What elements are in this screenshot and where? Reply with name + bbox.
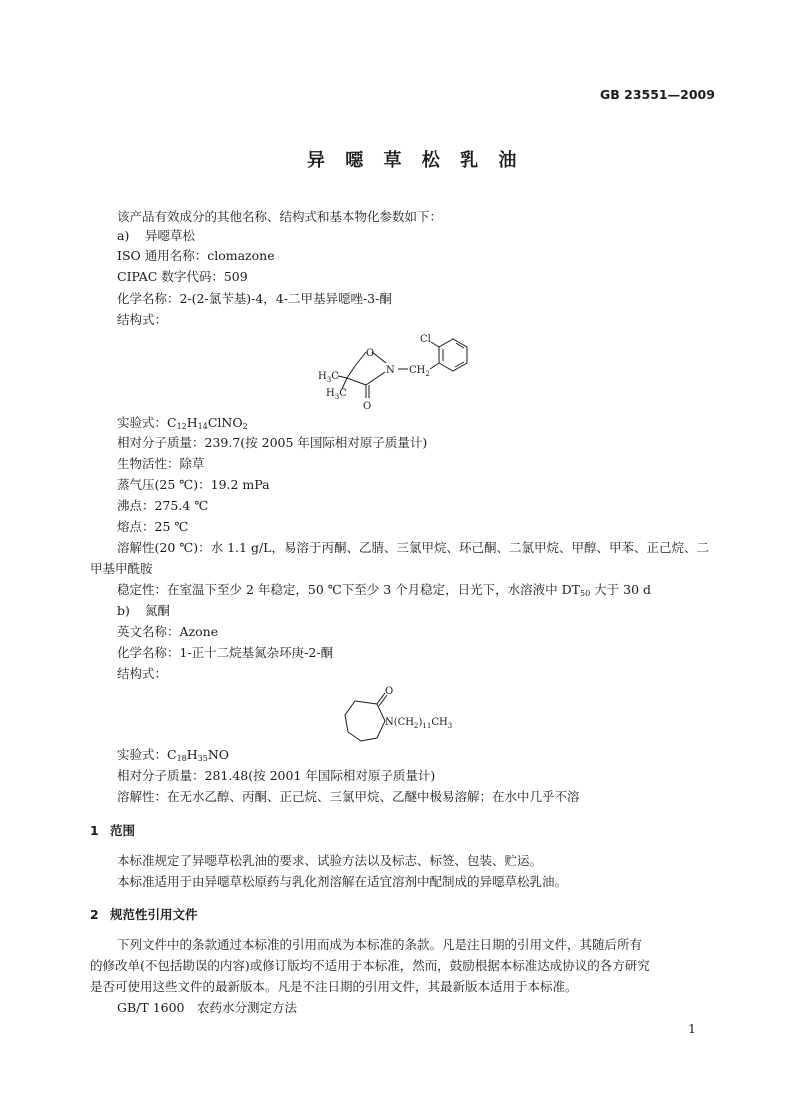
- intro-lead: 该产品有效成分的其他名称、结构式和基本物化参数如下：: [117, 209, 443, 224]
- solubility-a-line2: 甲基甲酰胺: [90, 561, 153, 576]
- section-1-paragraph-2: 本标准适用于由异噁草松原药与乳化剂溶解在适宜溶剂中配制成的异噁草松乳油。: [117, 874, 568, 889]
- struct-a-n: N: [386, 365, 395, 376]
- structure-label-b: 结构式：: [117, 666, 168, 681]
- struct-a-ring-o: O: [366, 348, 375, 359]
- section-2-paragraph-line2: 的修改单(不包括勘误的内容)或修订版均不适用于本标准，然而，鼓励根据本标准达成协议的各方研究: [90, 958, 650, 973]
- empirical-formula-a: 实验式：$C_{12}H_{14}ClNO_2$: [117, 415, 248, 431]
- melting-point: 熔点：25 ℃: [117, 519, 189, 534]
- section-1-paragraph-1: 本标准规定了异噁草松乳油的要求、试验方法以及标志、标签、包装、贮运。: [117, 853, 543, 868]
- boiling-point: 沸点：275.4 ℃: [117, 498, 209, 513]
- item-b-name: 氮酮: [145, 603, 171, 618]
- section-1-heading: 范围: [110, 823, 136, 838]
- struct-a-carbonyl-o: O: [363, 401, 372, 412]
- section-1-number: 1: [90, 823, 99, 838]
- molecular-mass-b: 相对分子质量：281.48(按 2001 年国际相对原子质量计): [117, 768, 436, 783]
- section-2-heading: 规范性引用文件: [110, 907, 198, 922]
- standard-number: GB 23551—2009: [600, 87, 715, 102]
- clomazone-structure: [300, 330, 500, 415]
- struct-a-ch3-upper: $H_3C$: [318, 371, 339, 384]
- solubility-b: 溶解性：在无水乙醇、丙酮、正己烷、三氯甲烷、乙醚中极易溶解；在水中几乎不溶: [117, 789, 580, 804]
- molecular-mass-a: 相对分子质量：239.7(按 2005 年国际相对原子质量计): [117, 435, 428, 450]
- page-number: 1: [688, 1021, 696, 1036]
- struct-a-cl: Cl: [420, 334, 431, 345]
- item-b-label: b): [117, 603, 130, 618]
- stability: 稳定性：在室温下至少 2 年稳定，50 ℃下至少 3 个月稳定，日光下，水溶液中 $DT_{50}$ 大于 30 d: [117, 582, 652, 598]
- chemical-name-a: 化学名称：2-(2-氯苄基)-4，4-二甲基异噁唑-3-酮: [117, 291, 392, 306]
- solubility-a-line1: 溶解性(20 ℃)：水 1.1 g/L，易溶于丙酮、乙腈、三氯甲烷、环己酮、二氯甲烷、甲醇、甲苯、正己烷、二: [117, 540, 709, 555]
- struct-b-n-chain: $N(CH_2)_{11}CH_3$: [385, 717, 453, 730]
- cipac-code: CIPAC 数字代码：509: [117, 269, 248, 284]
- empirical-formula-b: 实验式：$C_{18}H_{35}NO$: [117, 747, 230, 763]
- azone-structure: [335, 682, 465, 744]
- bioactivity: 生物活性：除草: [117, 456, 205, 471]
- section-2-paragraph-line1: 下列文件中的条款通过本标准的引用而成为本标准的条款。凡是注日期的引用文件，其随后所有: [117, 937, 643, 952]
- english-name: 英文名称：Azone: [117, 624, 219, 639]
- item-a-name: 异噁草松: [145, 228, 196, 243]
- struct-a-ch3-lower: $H_3C$: [326, 388, 347, 401]
- struct-b-o: O: [385, 686, 394, 697]
- struct-a-ch2: $CH_2$: [409, 365, 430, 378]
- iso-name: ISO 通用名称：clomazone: [117, 248, 275, 263]
- vapor-pressure: 蒸气压(25 ℃)：19.2 mPa: [117, 477, 270, 492]
- item-a-label: a): [117, 228, 130, 243]
- document-title: 异 噁 草 松 乳 油: [307, 150, 524, 171]
- chemical-name-b: 化学名称：1-正十二烷基氮杂环庚-2-酮: [117, 645, 334, 660]
- section-2-paragraph-line3: 是否可使用这些文件的最新版本。凡是不注日期的引用文件，其最新版本适用于本标准。: [90, 979, 578, 994]
- section-2-number: 2: [90, 907, 99, 922]
- reference-gb-t-1600: GB/T 1600 农药水分测定方法: [117, 1000, 298, 1015]
- structure-label-a: 结构式：: [117, 312, 168, 327]
